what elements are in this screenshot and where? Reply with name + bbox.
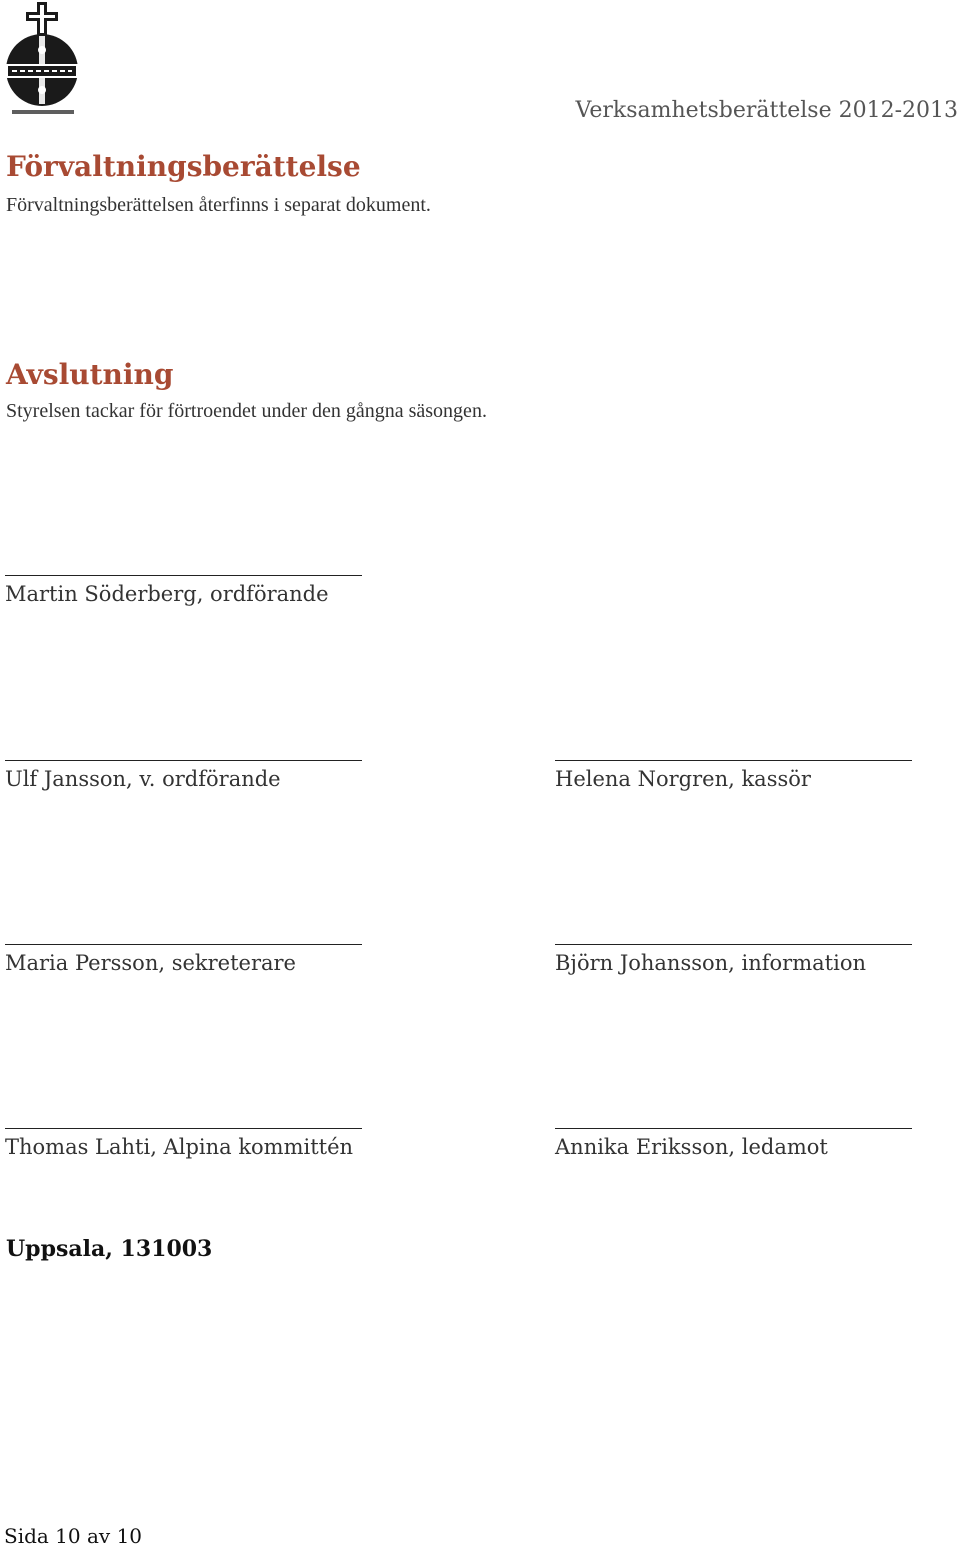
page-number: Sida 10 av 10 — [4, 1524, 143, 1548]
section-heading-forvaltningsberattelse: Förvaltningsberättelse — [6, 150, 361, 183]
signature-line — [5, 944, 362, 945]
signature-name: Annika Eriksson, ledamot — [555, 1135, 828, 1159]
signature-line — [555, 1128, 912, 1129]
signature-name: Ulf Jansson, v. ordförande — [5, 767, 281, 791]
signature-name: Björn Johansson, information — [555, 951, 866, 975]
organization-logo — [4, 2, 80, 120]
section-text-forvaltningsberattelse: Förvaltningsberättelsen återfinns i separat dokument. — [6, 194, 431, 216]
place-and-date: Uppsala, 131003 — [6, 1236, 213, 1262]
section-text-avslutning: Styrelsen tackar för förtroendet under den gångna säsongen. — [6, 400, 487, 422]
signature-line — [5, 575, 362, 576]
signature-line — [5, 760, 362, 761]
document-header-title: Verksamhetsberättelse 2012-2013 — [575, 98, 958, 123]
signature-line — [555, 944, 912, 945]
signature-name: Helena Norgren, kassör — [555, 767, 811, 791]
signature-name: Maria Persson, sekreterare — [5, 951, 296, 975]
signature-block-secretary — [5, 944, 365, 975]
section-heading-avslutning: Avslutning — [6, 358, 174, 391]
signature-block-chair — [5, 575, 365, 606]
signature-block-alpine-committee — [5, 1128, 365, 1159]
signature-block-treasurer — [555, 760, 915, 791]
signature-name: Martin Söderberg, ordförande — [5, 582, 329, 606]
signature-line — [555, 760, 912, 761]
signature-block-vice-chair — [5, 760, 365, 791]
signature-block-member — [555, 1128, 915, 1159]
signature-name: Thomas Lahti, Alpina kommittén — [5, 1135, 354, 1159]
orb-cross-emblem-icon — [4, 2, 80, 120]
signature-line — [5, 1128, 362, 1129]
signature-block-information — [555, 944, 915, 975]
